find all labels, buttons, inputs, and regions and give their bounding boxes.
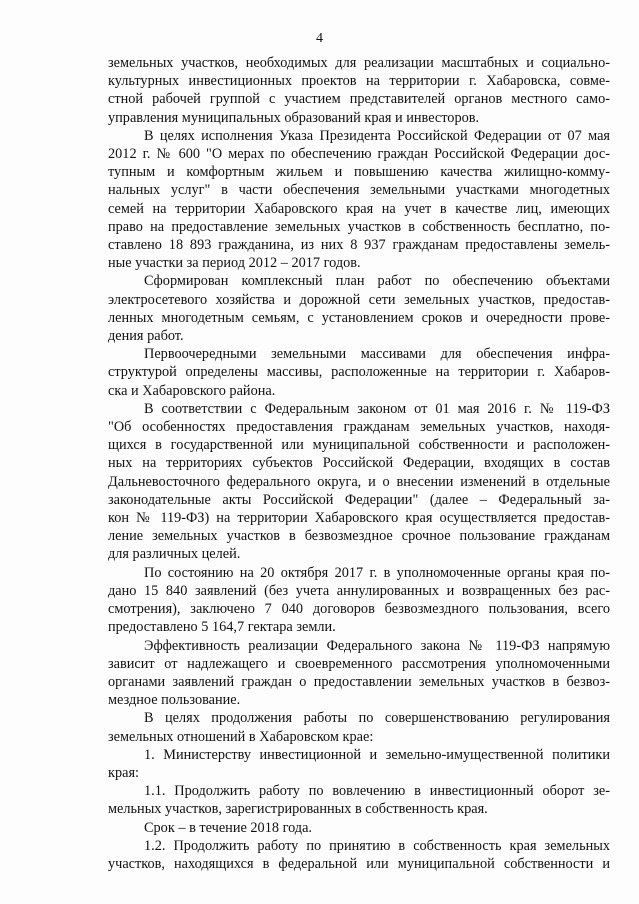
text-line: ленных многодетным семьям, с установлением сроков и очередности прове- — [108, 309, 610, 326]
paragraph — [108, 345, 610, 400]
text-line: земельных участков, необходимых для реализации масштабных и социально- — [108, 55, 610, 71]
text-line: семей на территории Хабаровского края на учет в качестве лиц, имеющих — [108, 200, 610, 217]
text-line: "Об особенностях предоставления гражданам земельных участков, находя- — [108, 419, 610, 436]
text-line: зависит от надлежащего и своевременного рассмотрения уполномоченными — [108, 655, 610, 672]
text-line: ление земельных участков в безвозмездное срочное пользование гражданам — [108, 528, 610, 545]
text-line: дения работ. — [108, 328, 184, 345]
text-line: структурой определены массивы, расположенные на территории г. Хабаров- — [108, 364, 610, 381]
text-line: дано 15 840 заявлений (без учета аннулированных и возвращенных без рас- — [108, 582, 610, 599]
paragraph — [108, 127, 610, 273]
text-line: мельных участков, зарегистрированных в собственность края. — [108, 801, 488, 818]
text-line: стной рабочей группой с участием представителей органов местного само- — [108, 91, 610, 108]
text-line: 1.2. Продолжить работу по принятию в собственность края земельных — [144, 837, 610, 854]
text-line: земельных отношений в Хабаровском крае: — [108, 728, 374, 745]
text-line: тупным и комфортным жильем и повышению качества жилищно-комму- — [108, 164, 610, 181]
text-line: Эффективность реализации Федерального закона № 119-ФЗ напрямую — [144, 637, 610, 654]
text-line: Сформирован комплексный план работ по обеспечению объектами — [144, 273, 610, 290]
text-line: Дальневосточного федерального округа, и о внесении изменений в отдельные — [108, 473, 610, 490]
text-line: ставлено 18 893 гражданина, из них 8 937 гражданам предоставлены земель- — [108, 237, 610, 254]
text-line: культурных инвестиционных проектов на территории г. Хабаровска, совме- — [108, 73, 610, 90]
text-line: Срок – в течение 2018 года. — [144, 819, 313, 836]
text-line: В целях продолжения работы по совершенствованию регулирования — [144, 710, 610, 727]
text-line: щихся в государственной или муниципальной собственности и расположен- — [108, 437, 610, 454]
text-line: кон № 119-ФЗ) на территории Хабаровского края осуществляется предостав- — [108, 510, 610, 527]
text-line: В целях исполнения Указа Президента Российской Федерации от 07 мая — [144, 127, 610, 144]
text-line: По состоянию на 20 октября 2017 г. в уполномоченные органы края по- — [144, 564, 610, 581]
text-line: ска и Хабаровского района. — [108, 382, 276, 399]
text-line: электросетевого хозяйства и дорожной сети земельных участков, предостав- — [108, 291, 610, 308]
text-line: 1.1. Продолжить работу по вовлечению в инвестиционный оборот зе- — [144, 783, 610, 800]
text-line: В соответствии с Федеральным законом от 01 мая 2016 г. № 119-ФЗ — [144, 400, 610, 417]
paragraph — [108, 819, 610, 837]
text-line: нальных услуг" в части обеспечения земельными участками многодетных — [108, 182, 610, 199]
document-body — [108, 54, 610, 873]
paragraph — [108, 837, 610, 873]
text-line: ных на территориях субъектов Российской Федерации, входящих в состав — [108, 455, 610, 472]
paragraph — [108, 637, 610, 710]
paragraph — [108, 272, 610, 345]
text-line: Первоочередными земельными массивами для обеспечения инфра- — [144, 346, 610, 363]
text-line: смотрения), заключено 7 040 договоров безвозмездного пользования, всего — [108, 601, 610, 618]
text-line: законодательные акты Российской Федерации" (далее – Федеральный за- — [108, 491, 610, 508]
paragraph — [108, 782, 610, 818]
text-line: для различных целей. — [108, 546, 241, 563]
paragraph — [108, 400, 610, 564]
page-number: 4 — [316, 31, 323, 46]
text-line: органами заявлений граждан о предоставлении земельных участков в безвоз- — [108, 673, 610, 690]
text-line: право на предоставление земельных участков в собственность бесплатно, по- — [108, 218, 610, 235]
text-line: участков, находящихся в федеральной или муниципальной собственности и — [108, 855, 610, 872]
paragraph — [108, 746, 610, 782]
paragraph — [108, 564, 610, 637]
text-line: предоставлено 5 164,7 гектара земли. — [108, 619, 336, 636]
text-line: 2012 г. № 600 "О мерах по обеспечению граждан Российской Федерации дос- — [108, 146, 610, 163]
text-line: мездное пользование. — [108, 692, 241, 709]
text-line: управления муниципальных образований края и инвесторов. — [108, 109, 480, 126]
text-line: ные участки за период 2012 – 2017 годов. — [108, 255, 361, 272]
text-line: края: — [108, 764, 139, 781]
paragraph — [108, 709, 610, 745]
paragraph — [108, 54, 610, 127]
text-line: 1. Министерству инвестиционной и земельно-имущественной политики — [144, 746, 610, 763]
